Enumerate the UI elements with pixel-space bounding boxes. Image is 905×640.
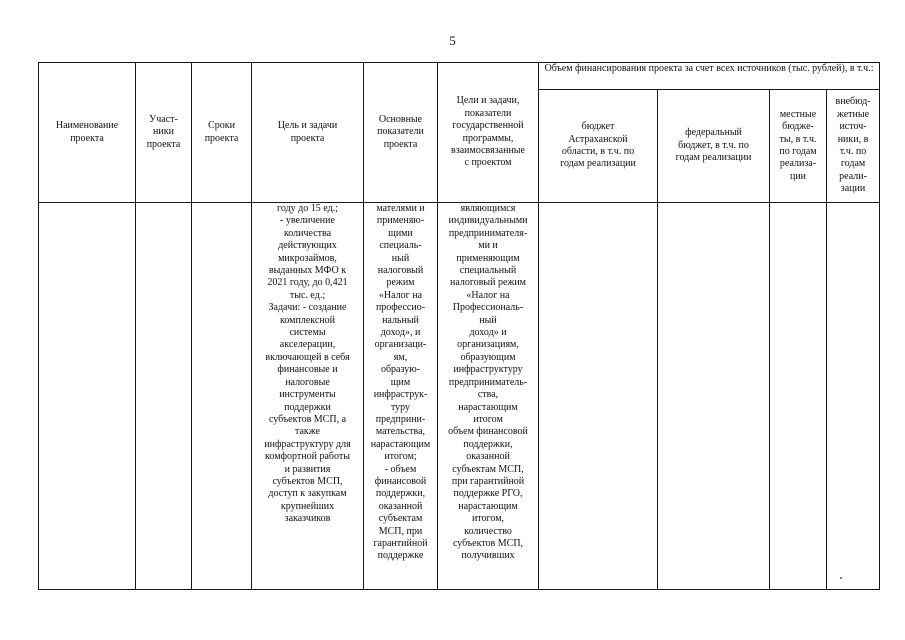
cell-project-name bbox=[39, 203, 136, 590]
table-row bbox=[39, 203, 880, 590]
header-program-goals: Цели и задачи, показатели государственной программы, взаимосвязанные с проектом bbox=[438, 63, 539, 203]
header-local-budgets: местные бюдже- ты, в т.ч. по годам реализа- ции bbox=[770, 90, 827, 203]
cell-regional-budget bbox=[539, 203, 658, 590]
header-terms: Сроки проекта bbox=[192, 63, 252, 203]
cell-participants bbox=[136, 203, 192, 590]
header-goal: Цель и задачи проекта bbox=[252, 63, 364, 203]
header-extrabudgetary: внебюд- жетные источ- ники, в т.ч. по годам реали- зации bbox=[827, 90, 880, 203]
cell-extrabudgetary bbox=[827, 203, 880, 590]
project-table bbox=[38, 62, 880, 590]
header-federal-budget: федеральный бюджет, в т.ч. по годам реализации bbox=[658, 90, 770, 203]
header-participants: Участ- ники проекта bbox=[136, 63, 192, 203]
header-indicators: Основные показатели проекта bbox=[364, 63, 438, 203]
cell-federal-budget bbox=[658, 203, 770, 590]
page-number: 5 bbox=[449, 33, 456, 48]
cell-local-budgets bbox=[770, 203, 827, 590]
cell-terms bbox=[192, 203, 252, 590]
header-project-name: Наименование проекта bbox=[39, 63, 136, 203]
header-regional-budget: бюджет Астраханской области, в т.ч. по годам реализации bbox=[539, 90, 658, 203]
cell-program-goals: являющимся индивидуальными предпринимателя- ми и применяющим специальный налоговый режим «Налог на Профессиональ- ный доход» и организациям, образующим инфраструктуру предприниматель- ства, нарастающим итогом объем финансовой поддержки, оказанной субъектам МСП, при гарантийной поддержке РГО, нарастающим итогом, количество субъектов МСП, получивших bbox=[438, 203, 539, 590]
header-financing-title: Объем финансирования проекта за счет всех источников (тыс. рублей), в т.ч.: bbox=[539, 63, 880, 90]
scan-speck bbox=[840, 577, 842, 579]
cell-indicators: мателями и применяю- щими специаль- ный налоговый режим «Налог на профессио- нальный доход», и организаци- ям, образую- щим инфраструк- туру предприни- мательства, нарастающим итогом; - объем финансовой поддержки, оказанной субъектам МСП, при гарантийной поддержке bbox=[364, 203, 438, 590]
cell-goal: году до 15 ед.; - увеличение количества действующих микрозаймов, выданных МФО к 2021 году, до 0,421 тыс. ед.; Задачи: - создание комплексной системы акселерации, включающей в себя финансовые и налоговые инструменты поддержки субъектов МСП, а также инфраструктуру для комфортной работы и развития субъектов МСП, доступ к закупкам крупнейших заказчиков bbox=[252, 203, 364, 590]
